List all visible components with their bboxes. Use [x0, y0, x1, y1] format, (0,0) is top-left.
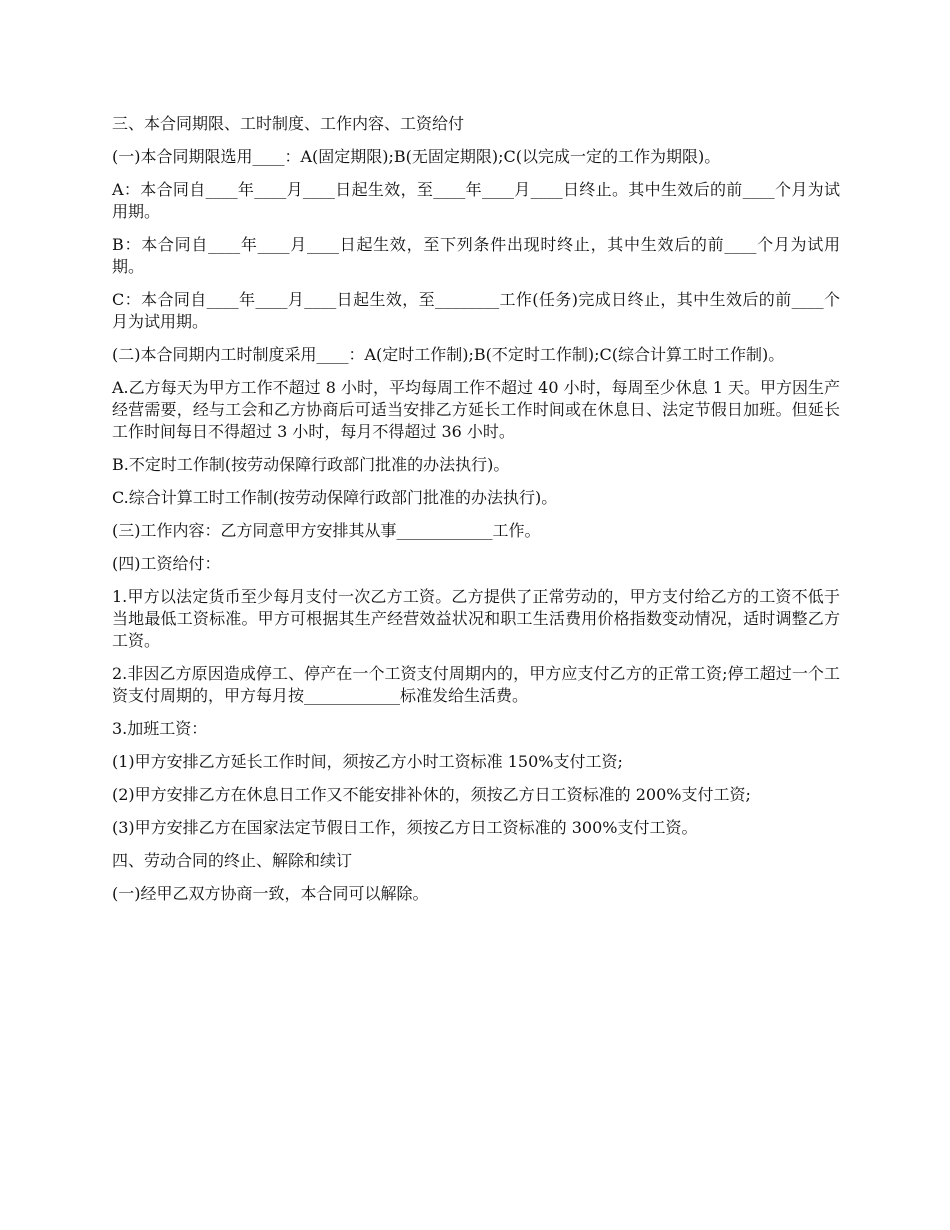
section-heading-termination: 四、劳动合同的终止、解除和续订	[112, 851, 353, 870]
clause-wage-1: 1.甲方以法定货币至少每月支付一次乙方工资。乙方提供了正常劳动的，甲方支付给乙方的工资不低于当地最低工资标准。甲方可根据其生产经营效益状况和职工生活费用价格指数变动情况，适时调整乙方工资。	[112, 587, 840, 650]
clause-term-c: C：本合同自____年____月____日起生效，至________工作(任务)完成日终止，其中生效后的前____个月为试用期。	[112, 290, 840, 331]
clause-hours-a: A.乙方每天为甲方工作不超过 8 小时，平均每周工作不超过 40 小时，每周至少休息 1 天。甲方因生产经营需要，经与工会和乙方协商后可适当安排乙方延长工作时间或在休息日、法定节假日加班。但延长工作时间每日不得超过 3 小时，每月不得超过 36 小时。	[112, 378, 840, 441]
section-heading-term: 三、本合同期限、工时制度、工作内容、工资给付	[112, 114, 465, 133]
clause-term-b: B：本合同自____年____月____日起生效，至下列条件出现时终止，其中生效后的前____个月为试用期。	[112, 235, 840, 276]
clause-term-a: A：本合同自____年____月____日起生效，至____年____月____日终止。其中生效后的前____个月为试用期。	[112, 180, 840, 221]
clause-work-content: (三)工作内容：乙方同意甲方安排其从事____________工作。	[112, 521, 541, 540]
clause-overtime-3: (3)甲方安排乙方在国家法定节假日工作，须按乙方日工资标准的 300%支付工资。	[112, 818, 698, 837]
clause-hours-c: C.综合计算工时工作制(按劳动保障行政部门批准的办法执行)。	[112, 488, 558, 507]
clause-wage-heading: (四)工资给付：	[112, 554, 221, 573]
clause-working-hours: (二)本合同期内工时制度采用____：A(定时工作制);B(不定时工作制);C(综合计算工时工作制)。	[112, 345, 785, 364]
clause-overtime-1: (1)甲方安排乙方延长工作时间，须按乙方小时工资标准 150%支付工资;	[112, 752, 623, 771]
clause-term-selection: (一)本合同期限选用____：A(固定期限);B(无固定期限);C(以完成一定的工作为期限)。	[112, 147, 721, 166]
clause-overtime-2: (2)甲方安排乙方在休息日工作又不能安排补休的，须按乙方日工资标准的 200%支付工资;	[112, 785, 751, 804]
clause-termination-1: (一)经甲乙双方协商一致，本合同可以解除。	[112, 884, 429, 903]
document-page	[112, 113, 840, 916]
clause-hours-b: B.不定时工作制(按劳动保障行政部门批准的办法执行)。	[112, 455, 510, 474]
clause-wage-2: 2.非因乙方原因造成停工、停产在一个工资支付周期内的，甲方应支付乙方的正常工资;停工超过一个工资支付周期的，甲方每月按____________标准发给生活费。	[112, 664, 840, 705]
clause-overtime-heading: 3.加班工资：	[112, 719, 208, 738]
